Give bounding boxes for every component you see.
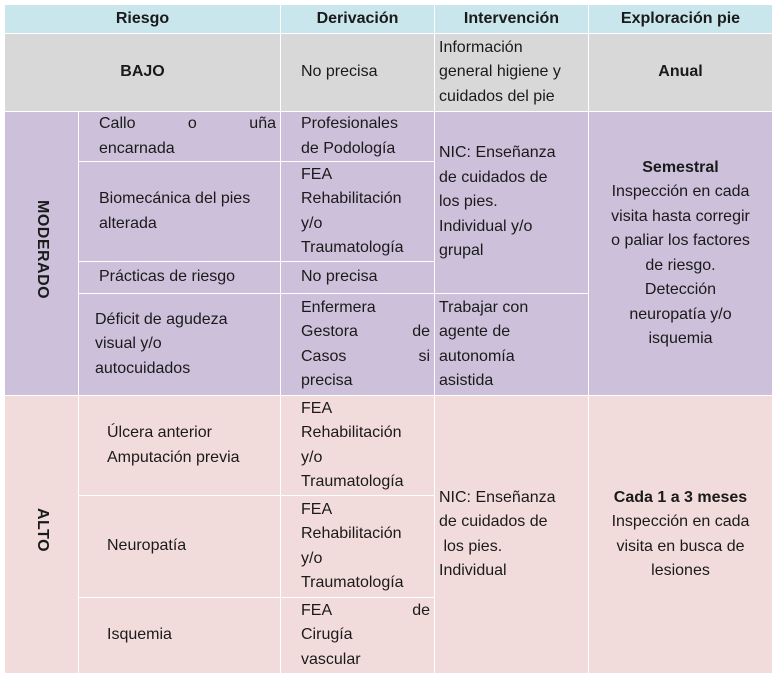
moderado-riesgo-3: Prácticas de riesgo	[79, 262, 281, 294]
moderado-derivacion-2: FEA Rehabilitación y/o Traumatología	[281, 162, 435, 262]
alto-exploracion: Cada 1 a 3 meses Inspección en cada visita en busca de lesiones	[589, 396, 773, 674]
row-moderado-1	[5, 112, 773, 162]
moderado-riesgo-4: Déficit de agudeza visual y/o autocuidados	[79, 294, 281, 396]
alto-derivacion-1: FEA Rehabilitación y/o Traumatología	[281, 396, 435, 496]
alto-derivacion-3: FEA de Cirugía vascular	[281, 598, 435, 674]
header-derivacion: Derivación	[281, 5, 435, 34]
moderado-riesgo-2: Biomecánica del pies alterada	[79, 162, 281, 262]
moderado-label: MODERADO	[5, 112, 79, 396]
bajo-intervencion: Información general higiene y cuidados del pie	[435, 34, 589, 112]
alto-riesgo-2: Neuropatía	[79, 496, 281, 598]
moderado-derivacion-1: Profesionales de Podología	[281, 112, 435, 162]
bajo-exploracion: Anual	[589, 34, 773, 112]
moderado-exploracion: Semestral Inspección en cada visita hasta corregir o paliar los factores de riesgo. Detección neuropatía y/o isquemia	[589, 112, 773, 396]
alto-derivacion-2: FEA Rehabilitación y/o Traumatología	[281, 496, 435, 598]
header-exploracion: Exploración pie	[589, 5, 773, 34]
row-bajo	[5, 34, 773, 112]
header-riesgo: Riesgo	[5, 5, 281, 34]
risk-table	[4, 4, 773, 674]
row-alto-1	[5, 396, 773, 496]
bajo-derivacion: No precisa	[281, 34, 435, 112]
bajo-label: BAJO	[5, 34, 281, 112]
moderado-riesgo-1: Callo o uña encarnada	[79, 112, 281, 162]
moderado-derivacion-3: No precisa	[281, 262, 435, 294]
header-row	[5, 5, 773, 34]
alto-label: ALTO	[5, 396, 79, 674]
moderado-intervencion-2: Trabajar con agente de autonomía asistida	[435, 294, 589, 396]
alto-riesgo-1: Úlcera anterior Amputación previa	[79, 396, 281, 496]
header-intervencion: Intervención	[435, 5, 589, 34]
moderado-intervencion-1: NIC: Enseñanza de cuidados de los pies. Individual y/o grupal	[435, 112, 589, 294]
alto-riesgo-3: Isquemia	[79, 598, 281, 674]
alto-intervencion: NIC: Enseñanza de cuidados de los pies. Individual	[435, 396, 589, 674]
moderado-derivacion-4: Enfermera Gestora de Casos si precisa	[281, 294, 435, 396]
